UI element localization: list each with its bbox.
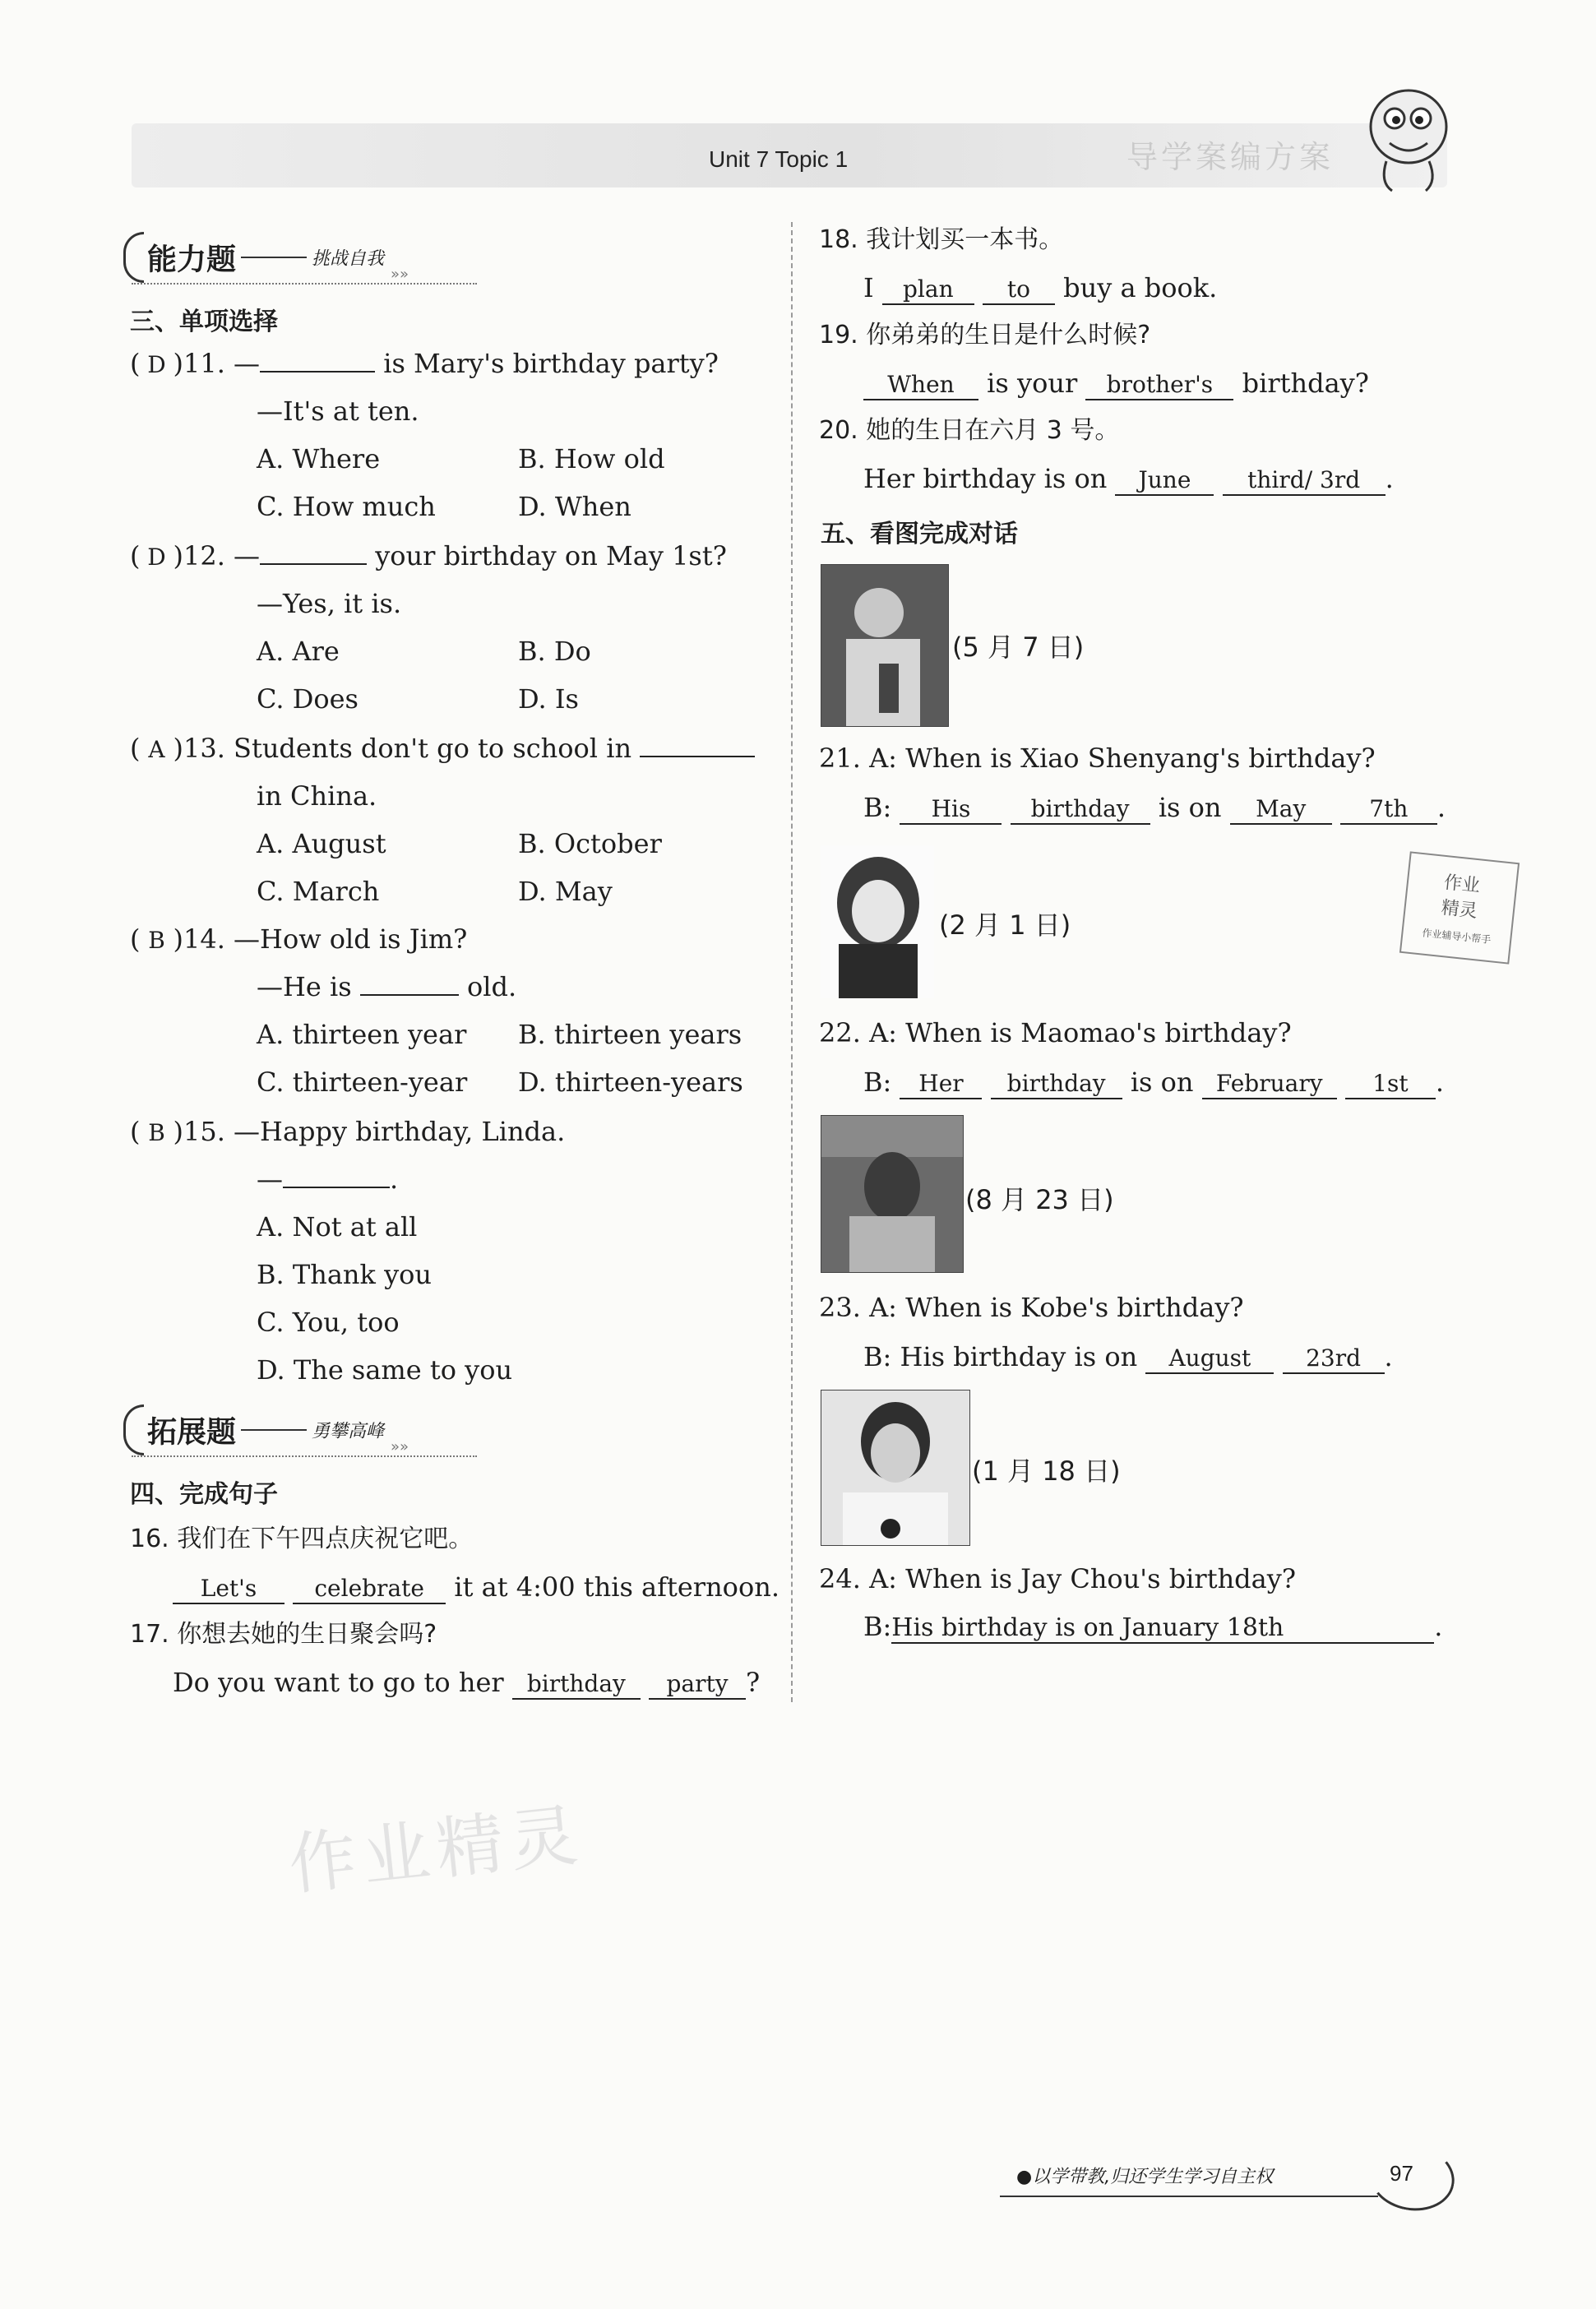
- q18-answer-line: I plan to buy a book.: [863, 272, 1218, 303]
- q15-option-a: A. Not at all: [257, 1211, 418, 1242]
- q11-response: —It's at ten.: [257, 396, 419, 427]
- footer-rule: [1000, 2196, 1378, 2197]
- q11-option-b: B. How old: [518, 443, 665, 474]
- q13-line2: in China.: [257, 780, 377, 812]
- q18-chinese: 18. 我计划买一本书。: [819, 225, 1064, 254]
- q17-answer-1: birthday: [512, 1670, 641, 1700]
- q16-answer-line: Let's celebrate it at 4:00 this afternoon.: [173, 1571, 779, 1604]
- q14-answer: B: [148, 927, 165, 954]
- q13-option-a: A. August: [257, 828, 386, 859]
- date-label-2: (2 月 1 日): [939, 909, 1071, 941]
- q15-answer: B: [148, 1119, 165, 1146]
- q14-option-d: D. thirteen-years: [518, 1067, 743, 1098]
- footer-motto: ●以学带教,归还学生学习自主权: [1016, 2167, 1274, 2187]
- q23-answer-line: B: His birthday is on August 23rd .: [863, 1341, 1393, 1372]
- q11-question: ( D )11. — is Mary's birthday party?: [130, 347, 719, 382]
- q13-option-c: C. March: [257, 876, 380, 907]
- q13-option-b: B. October: [518, 828, 662, 859]
- photo-xiao-shenyang: [821, 564, 949, 727]
- q22-answer-3: February: [1202, 1070, 1337, 1099]
- q15-option-c: C. You, too: [257, 1307, 400, 1338]
- section-5-heading: 五、看图完成对话: [821, 520, 1018, 548]
- q12-option-b: B. Do: [518, 636, 591, 667]
- q21-answer-4: 7th: [1340, 795, 1437, 825]
- header-title: Unit 7 Topic 1: [709, 146, 849, 172]
- q22-answer-2: birthday: [991, 1070, 1122, 1099]
- q15-response: — .: [257, 1164, 399, 1195]
- q13-answer: A: [148, 736, 165, 763]
- extension-badge: 拓展题 勇攀高峰»»: [123, 1404, 409, 1455]
- q20-answer-2: third/ 3rd: [1223, 466, 1386, 496]
- photo-kobe: [821, 1115, 964, 1273]
- q18-answer-1: plan: [882, 275, 974, 305]
- q24-answer-line: B:His birthday is on January 18th .: [863, 1611, 1443, 1642]
- q23-answer-2: 23rd: [1283, 1344, 1385, 1374]
- section-4-heading: 四、完成句子: [130, 1480, 278, 1509]
- q19-chinese: 19. 你弟弟的生日是什么时候?: [819, 321, 1151, 349]
- q13-option-d: D. May: [518, 876, 613, 907]
- q14-question: ( B )14. —How old is Jim?: [130, 923, 467, 957]
- q17-chinese: 17. 你想去她的生日聚会吗?: [130, 1620, 437, 1649]
- q17-answer-line: Do you want to go to her birthday party ?: [173, 1667, 761, 1698]
- q14-option-b: B. thirteen years: [518, 1019, 742, 1050]
- q12-response: —Yes, it is.: [257, 588, 402, 619]
- section-3-heading: 三、单项选择: [130, 308, 278, 336]
- q21-answer-1: His: [900, 795, 1002, 825]
- q22-answer-line: B: Her birthday is on February 1st .: [863, 1067, 1445, 1098]
- photo-maomao: [821, 845, 934, 998]
- q21-answer-3: May: [1230, 795, 1332, 825]
- column-divider: [791, 222, 793, 1702]
- q15-option-d: D. The same to you: [257, 1354, 513, 1386]
- q20-answer-1: June: [1115, 466, 1214, 496]
- date-label-1: (5 月 7 日): [952, 632, 1085, 663]
- q16-answer-2: celebrate: [293, 1575, 446, 1604]
- q12-option-c: C. Does: [257, 683, 359, 715]
- q11-option-c: C. How much: [257, 491, 436, 522]
- q22-answer-1: Her: [900, 1070, 982, 1099]
- q15-question: ( B )15. —Happy birthday, Linda.: [130, 1115, 565, 1150]
- q24-answer: His birthday is on January 18th: [891, 1614, 1434, 1644]
- q16-chinese: 16. 我们在下午四点庆祝它吧。: [130, 1525, 474, 1553]
- q18-answer-2: to: [983, 275, 1055, 305]
- q12-option-a: A. Are: [257, 636, 340, 667]
- q12-answer: D: [147, 544, 166, 571]
- q19-answer-line: When is your brother's birthday?: [863, 367, 1369, 400]
- q14-option-c: C. thirteen-year: [257, 1067, 468, 1098]
- photo-jay-chou: [821, 1390, 970, 1546]
- q21-answer-line: B: His birthday is on May 7th .: [863, 792, 1446, 823]
- q12-option-d: D. Is: [518, 683, 579, 715]
- q17-answer-2: party: [649, 1670, 746, 1700]
- q12-question: ( D )12. — your birthday on May 1st?: [130, 539, 727, 574]
- q20-answer-line: Her birthday is on June third/ 3rd .: [863, 463, 1394, 494]
- homework-stamp: 作业 精灵 作业辅导小帮手: [1399, 851, 1520, 964]
- watermark-text: 作业精灵: [285, 1796, 588, 1905]
- q11-option-a: A. Where: [257, 443, 381, 474]
- q19-answer-1: When: [863, 371, 978, 400]
- q21-question: 21. A: When is Xiao Shenyang's birthday?: [819, 743, 1376, 774]
- q20-chinese: 20. 她的生日在六月 3 号。: [819, 416, 1120, 445]
- q14-response: —He is old.: [257, 971, 517, 1002]
- q22-answer-4: 1st: [1345, 1070, 1436, 1099]
- mascot-icon: [1355, 76, 1462, 199]
- q19-answer-2: brother's: [1085, 371, 1233, 400]
- page-number: 97: [1390, 2161, 1413, 2186]
- date-label-4: (1 月 18 日): [972, 1455, 1121, 1487]
- header-motto: 导学案编方案: [1126, 139, 1335, 175]
- q23-question: 23. A: When is Kobe's birthday?: [819, 1292, 1244, 1323]
- q23-answer-1: August: [1145, 1344, 1274, 1374]
- q11-option-d: D. When: [518, 491, 631, 522]
- q24-question: 24. A: When is Jay Chou's birthday?: [819, 1563, 1296, 1594]
- q15-option-b: B. Thank you: [257, 1259, 433, 1290]
- q21-answer-2: birthday: [1011, 795, 1150, 825]
- date-label-3: (8 月 23 日): [965, 1184, 1114, 1215]
- q14-option-a: A. thirteen year: [257, 1019, 467, 1050]
- q16-answer-1: Let's: [173, 1575, 285, 1604]
- q13-question: ( A )13. Students don't go to school in: [130, 732, 755, 766]
- q11-answer: D: [147, 351, 166, 378]
- q22-question: 22. A: When is Maomao's birthday?: [819, 1017, 1292, 1048]
- ability-badge: 能力题 挑战自我»»: [123, 232, 409, 283]
